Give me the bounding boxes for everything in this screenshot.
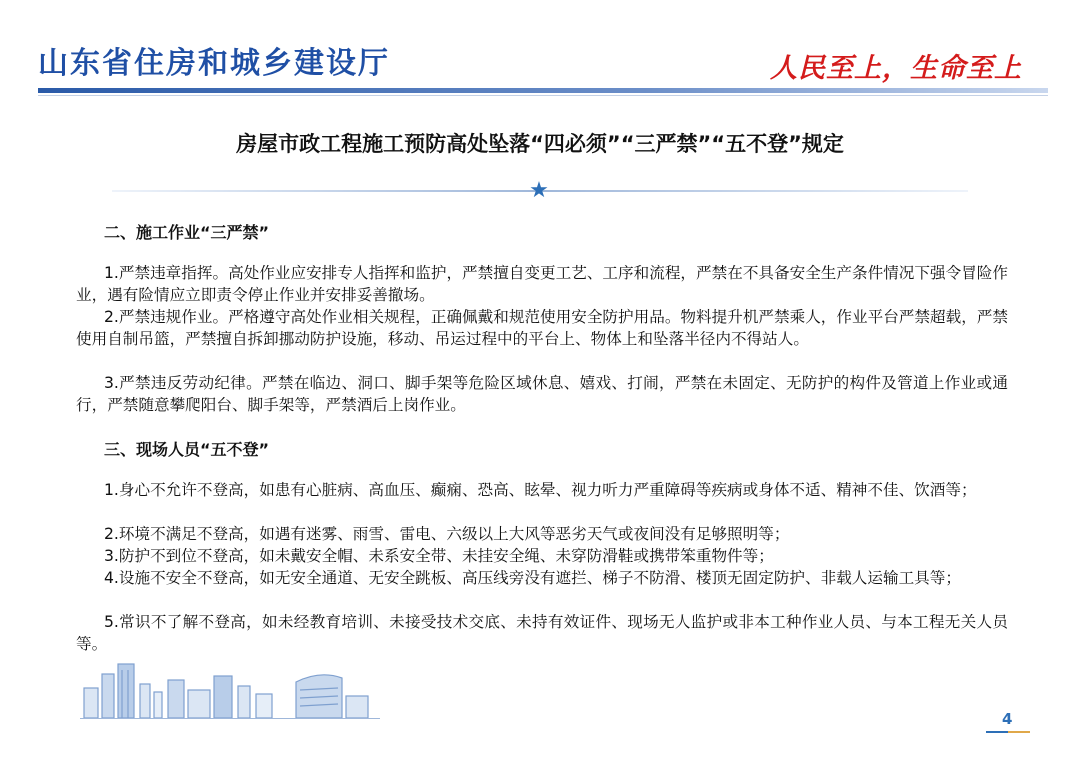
slogan: 人民至上，生命至上 <box>770 53 1022 84</box>
section-heading-five-no-climb: 三、现场人员“五不登” <box>104 440 270 459</box>
list-item: 1.身心不允许不登高，如患有心脏病、高血压、癫痫、恐高、眩晕、视力听力严重障碍等疾病或身体不适、精神不佳、饮酒等； <box>104 481 977 499</box>
page-title: 房屋市政工程施工预防高处坠落“四必须”“三严禁”“五不登”规定 <box>236 132 844 156</box>
star-icon: ★ <box>529 178 549 203</box>
list-item: 4.设施不安全不登高，如无安全通道、无安全跳板、高压线旁没有遮拦、梯子不防滑、楼顶无固定防护、非载人运输工具等； <box>104 569 961 587</box>
list-item: 2.严禁违规作业。严格遵守高处作业相关规程，正确佩戴和规范使用安全防护用品。物料提升机严禁乘人，作业平台严禁超载，严禁使用自制吊篮，严禁擅自拆卸挪动防护设施，移动、吊运过程中的平台上、物体上和坠落半径内不得站人。 <box>76 308 1008 349</box>
list-item: 3.防护不到位不登高，如未戴安全帽、未系安全带、未挂安全绳、未穿防滑鞋或携带笨重物件等； <box>104 547 774 565</box>
city-skyline-illustration <box>80 660 380 720</box>
org-name: 山东省住房和城乡建设厅 <box>38 46 390 81</box>
section-heading-three-prohibitions: 二、施工作业“三严禁” <box>104 223 270 242</box>
page-number: 4 <box>1002 710 1013 728</box>
header-rule-thin <box>38 95 1048 96</box>
header-rule <box>38 88 1048 93</box>
page-number-rule <box>986 731 1030 733</box>
list-item: 3.严禁违反劳动纪律。严禁在临边、洞口、脚手架等危险区域休息、嬉戏、打闹，严禁在未固定、无防护的构件及管道上作业或通行，严禁随意攀爬阳台、脚手架等，严禁酒后上岗作业。 <box>76 374 1008 415</box>
list-item: 5.常识不了解不登高，如未经教育培训、未接受技术交底、未持有效证件、现场无人监护或非本工种作业人员、与本工程无关人员等。 <box>76 613 1008 654</box>
list-item: 1.严禁违章指挥。高处作业应安排专人指挥和监护，严禁擅自变更工艺、工序和流程，严禁在不具备安全生产条件情况下强令冒险作业，遇有险情应立即责令停止作业并安排妥善撤场。 <box>76 264 1008 305</box>
list-item: 2.环境不满足不登高，如遇有迷雾、雨雪、雷电、六级以上大风等恶劣天气或夜间没有足够照明等； <box>104 525 790 543</box>
